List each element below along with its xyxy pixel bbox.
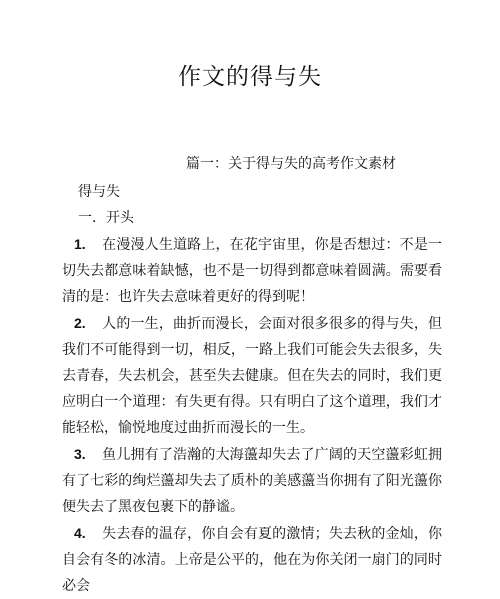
paragraph-text: 人的一生，曲折而漫长，会面对很多很多的得与失，但我们不可能得到一切，相反，一路上我们可能会失去很多，失去青春，失去机会，甚至失去健康。但在失去的同时，我们更应明白一个道理：有失更有得。只有明白了这个道理，我们才能轻松，愉悦地度过曲折而漫长的一生。 <box>62 316 442 436</box>
topic-label: 得与失 <box>78 184 120 200</box>
paragraph-number: 1. <box>74 236 86 252</box>
paragraph-4 <box>62 520 442 599</box>
paragraph-text: 失去春的温存，你自会有夏的激情；失去秋的金灿，你自会有冬的冰清。上帝是公平的，他在为你关闭一扇门的同时必会 <box>62 526 442 594</box>
document-body <box>62 231 442 599</box>
paragraph-number: 4. <box>74 525 86 541</box>
document-subtitle: 篇一：关于得与失的高考作文素材 <box>186 156 396 172</box>
paragraph-2 <box>62 310 442 441</box>
paragraph-number: 3. <box>74 446 86 462</box>
paragraph-number: 2. <box>74 315 86 331</box>
section-heading: 一．开头 <box>78 210 134 226</box>
paragraph-1 <box>62 231 442 310</box>
paragraph-text: 在漫漫人生道路上，在花宇宙里，你是否想过：不是一切失去都意味着缺憾，也不是一切得到都意味着圆满。需要看清的是：也许失去意味着更好的得到呢！ <box>62 237 442 305</box>
paragraph-3 <box>62 441 442 520</box>
document-title: 作文的得与失 <box>178 64 322 90</box>
paragraph-text: 鱼儿拥有了浩瀚的大海蘯却失去了广阔的天空蘯彩虹拥有了七彩的绚烂蘯却失去了质朴的美感蘯当你拥有了阳光蘯你便失去了黑夜包裹下的静谧。 <box>62 447 442 515</box>
